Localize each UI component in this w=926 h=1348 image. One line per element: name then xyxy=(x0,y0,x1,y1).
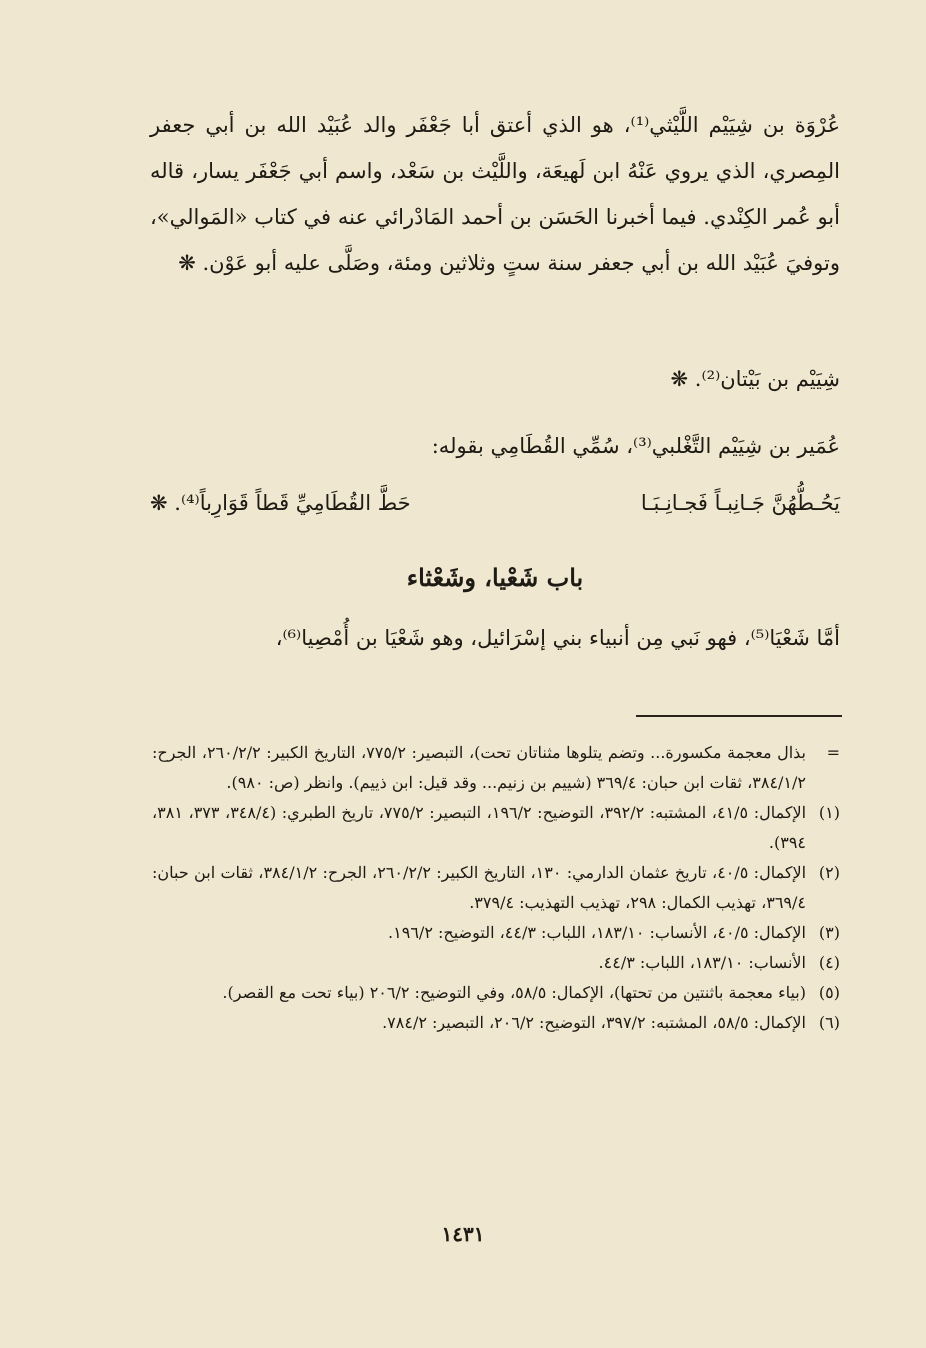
footnote-text: الإكمال: ٤١/٥، المشتبه: ٣٩٢/٢، التوضيح: ١٩٦/٢، التبصير: ٧٧٥/٢، تاريخ الطبري: (٣٤٨/٤، ٣٧٣، ٣٨١، ٣٩٤). xyxy=(152,803,807,852)
footnote-mark: (٢) xyxy=(818,863,840,882)
poem-hemistich-second: حَطَّ القُطَامِيِّ قَطاً قَوَارِباً⁽⁴⁾. ❋ xyxy=(150,491,411,515)
page-number: ١٤٣١ xyxy=(441,1222,485,1246)
footnote-mark: (١) xyxy=(818,803,840,822)
footnote-mark: (٣) xyxy=(818,923,840,942)
footnote-2 xyxy=(152,858,840,918)
footnote-mark: (٥) xyxy=(818,983,840,1002)
footnotes xyxy=(152,738,840,1038)
chapter-heading: باب شَعْيا، وشَعْثاء xyxy=(406,563,584,592)
footnote-text: الإكمال: ٤٠/٥، الأنساب: ١٨٣/١٠، اللباب: ٤٤/٣، التوضيح: ١٩٦/٢. xyxy=(388,923,806,942)
poem-verse xyxy=(150,484,840,522)
footnote-3 xyxy=(152,918,840,948)
entry-umayr-taghlibi: عُمَير بن شِيَيْم التَّغْلبي⁽³⁾، سُمِّي القُطَامِي بقوله: xyxy=(431,434,840,458)
footnote-text: الإكمال: ٤٠/٥، تاريخ عثمان الدارمي: ١٣٠، التاريخ الكبير: ٢٦٠/٢/٢، الجرح: ٣٨٤/١/٢، ثقات ابن حبان: ٣٦٩/٤، تهذيب الكمال: ٢٩٨، تهذيب التهذيب: ٣٧٩/٤. xyxy=(152,863,807,912)
footnote-4 xyxy=(152,948,840,978)
footnote-text: (بياء معجمة باثنتين من تحتها)، الإكمال: ٥٨/٥، وفي التوضيح: ٢٠٦/٢ (بياء تحت مع القصر). xyxy=(222,983,806,1002)
entry-shaya: أمَّا شَعْيَا⁽⁵⁾، فهو نَبي مِن أنبياء بني إسْرَائيل، وهو شَعْيَا بن أُمْصِيا⁽⁶⁾، xyxy=(275,626,840,650)
entry-urwa-paragraph: عُرْوَة بن شِيَيْم اللَّيْثي⁽¹⁾، هو الذي أعتق أبا جَعْفَر والد عُبَيْد الله بن أبي جعفر المِصري، الذي يروي عَنْهُ ابن لَهيعَة، واللَّيْث بن سَعْد، واسم أبي جَعْفَر يسار، قاله أبو عُمر الكِنْدي. فيما أخبرنا الحَسَن بن أحمد المَادْرائي عنه في كتاب «المَوالي»، وتوفيَ عُبَيْد الله بن أبي جعفر سنة ستٍ وثلاثين ومئة، وصَلَّى عليه أبو عَوْن. ❋ xyxy=(150,113,840,275)
footnote-text: بذال معجمة مكسورة... وتضم يتلوها مثناتان تحت)، التبصير: ٧٧٥/٢، التاريخ الكبير: ٢٦٠/٢/٢، الجرح: ٣٨٤/١/٢، ثقات ابن حبان: ٣٦٩/٤ (شييم بن زنيم... وقد قيل: ابن ذييم). وانظر (ص: ٩٨٠). xyxy=(152,743,807,792)
footnote-mark: (٤) xyxy=(818,953,840,972)
footnote-6 xyxy=(152,1008,840,1038)
footnote-5 xyxy=(152,978,840,1008)
entry-shuyaym-bin-baytan: شِيَيْم بن بَيْتان⁽²⁾. ❋ xyxy=(670,367,840,391)
footnote-mark: (٦) xyxy=(818,1013,840,1032)
footnote-text: الأنساب: ١٨٣/١٠، اللباب: ٤٤/٣. xyxy=(598,953,806,972)
footnote-continuation xyxy=(152,738,840,798)
footnote-mark: = xyxy=(826,743,840,762)
poem-hemistich-first: يَحُـطُّهُنَّ جَـانِبـاً فَجـانِـبَـا xyxy=(640,491,840,515)
footnote-1 xyxy=(152,798,840,858)
footnote-separator xyxy=(636,715,842,717)
footnote-text: الإكمال: ٥٨/٥، المشتبه: ٣٩٧/٢، التوضيح: ٢٠٦/٢، التبصير: ٧٨٤/٢. xyxy=(382,1013,806,1032)
